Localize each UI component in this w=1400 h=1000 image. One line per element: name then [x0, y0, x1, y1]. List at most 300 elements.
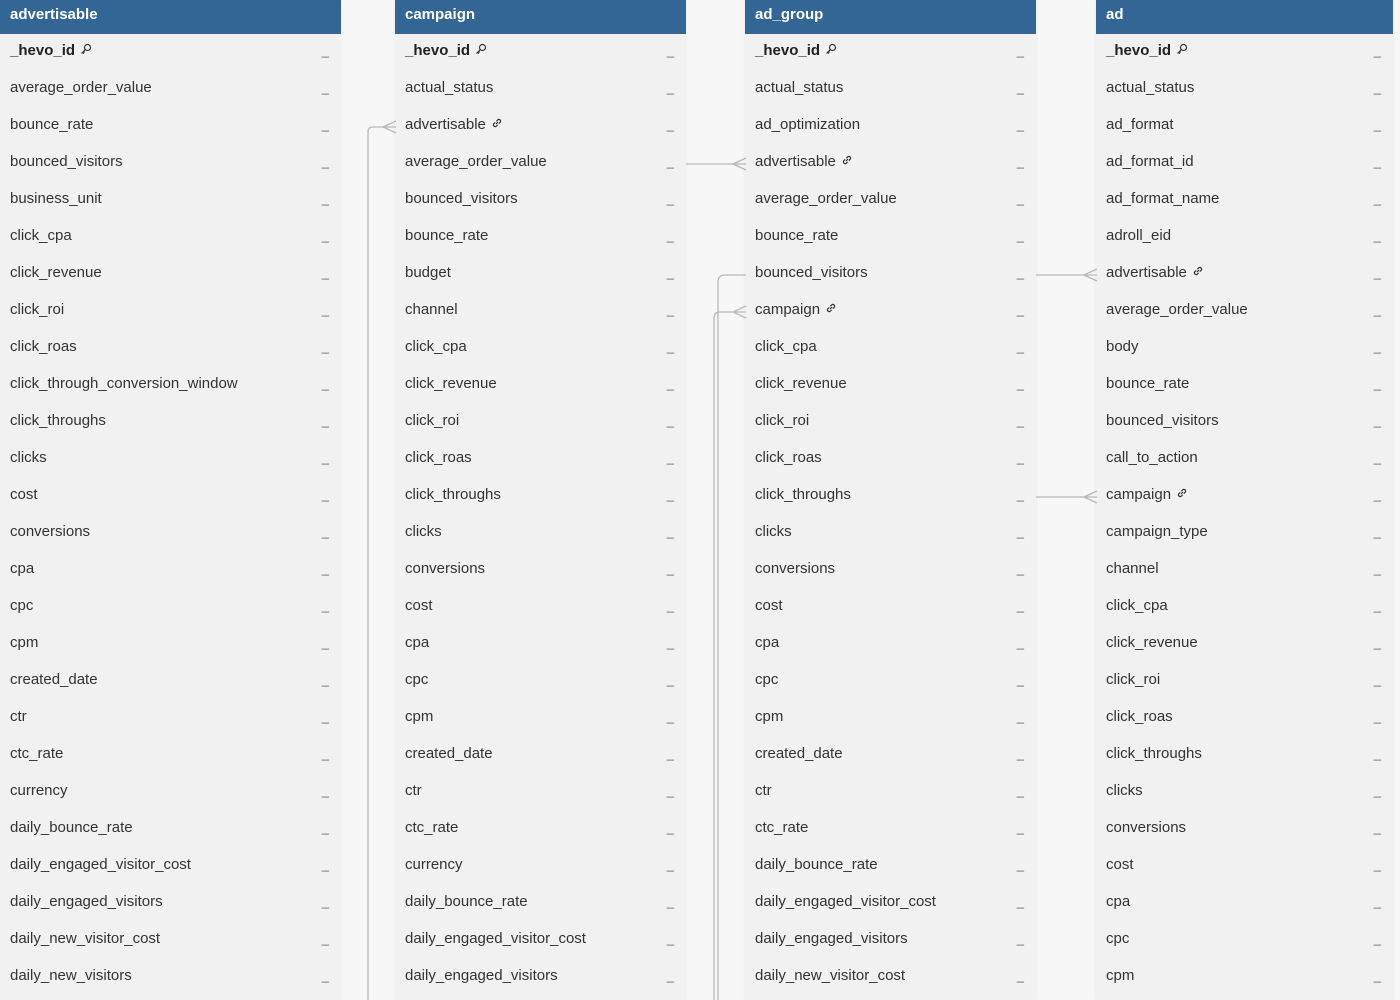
field-type-marker: _: [1373, 746, 1381, 761]
field-type-marker: _: [321, 154, 329, 169]
field-name: daily_engaged_visitors: [10, 893, 163, 910]
link-icon: [1176, 478, 1188, 512]
link-icon: [1192, 256, 1204, 290]
field-type-marker: _: [1016, 43, 1024, 58]
field-name: click_roas: [755, 449, 822, 466]
field-row[interactable]: [0, 848, 341, 885]
field-row[interactable]: [745, 848, 1036, 885]
field-type-marker: _: [1016, 931, 1024, 946]
link-icon: [825, 293, 837, 327]
field-name: ctc_rate: [405, 819, 459, 836]
field-row[interactable]: [0, 589, 341, 626]
field-row[interactable]: [745, 626, 1036, 663]
table-ad[interactable]: [1096, 0, 1393, 1000]
field-row[interactable]: [1096, 441, 1393, 478]
field-row[interactable]: [0, 515, 341, 552]
field-type-marker: _: [321, 339, 329, 354]
field-name: clicks: [405, 523, 442, 540]
field-row[interactable]: [395, 404, 686, 441]
key-icon: [825, 34, 837, 68]
field-row[interactable]: [745, 478, 1036, 515]
field-name: actual_status: [1106, 79, 1195, 96]
field-row[interactable]: [745, 182, 1036, 219]
field-row[interactable]: [0, 108, 341, 145]
field-name: daily_new_visitor_cost: [10, 930, 161, 947]
table-header[interactable]: ad_group: [745, 0, 1036, 34]
field-name: click_throughs: [755, 486, 851, 503]
field-row[interactable]: [0, 71, 341, 108]
field-row[interactable]: [395, 71, 686, 108]
field-name: conversions: [1106, 819, 1187, 836]
field-type-marker: _: [321, 376, 329, 391]
field-name: click_throughs: [1106, 745, 1202, 762]
field-name: bounce_rate: [755, 227, 839, 244]
field-type-marker: _: [1373, 524, 1381, 539]
field-type-marker: _: [321, 43, 329, 58]
field-row[interactable]: [0, 626, 341, 663]
field-row[interactable]: [0, 145, 341, 182]
field-name: bounce_rate: [10, 116, 94, 133]
field-list: [395, 34, 686, 996]
field-name: click_cpa: [10, 227, 72, 244]
field-row[interactable]: [745, 700, 1036, 737]
field-name: _hevo_id: [1106, 42, 1172, 59]
field-type-marker: _: [1016, 561, 1024, 576]
field-name: click_through_conversion_window: [10, 375, 238, 392]
field-type-marker: _: [1016, 80, 1024, 95]
field-type-marker: _: [1016, 376, 1024, 391]
table-header[interactable]: advertisable: [0, 0, 341, 34]
field-type-marker: _: [321, 80, 329, 95]
field-row[interactable]: [745, 34, 1036, 71]
field-row[interactable]: [745, 219, 1036, 256]
field-row[interactable]: [1096, 145, 1393, 182]
field-row[interactable]: [745, 811, 1036, 848]
field-row[interactable]: [0, 737, 341, 774]
relation-campaign-to-ad-group[interactable]: [714, 312, 746, 1000]
field-type-marker: _: [321, 931, 329, 946]
field-type-marker: _: [666, 561, 674, 576]
table-advertisable[interactable]: [0, 0, 341, 1000]
field-type-marker: _: [666, 80, 674, 95]
table-header[interactable]: campaign: [395, 0, 686, 34]
field-type-marker: _: [1373, 228, 1381, 243]
field-row[interactable]: [395, 441, 686, 478]
field-row[interactable]: [1096, 330, 1393, 367]
field-row[interactable]: [395, 293, 686, 330]
field-type-marker: _: [666, 635, 674, 650]
field-type-marker: _: [1373, 302, 1381, 317]
field-row[interactable]: [0, 34, 341, 71]
field-type-marker: _: [1373, 117, 1381, 132]
field-row[interactable]: [0, 219, 341, 256]
field-row[interactable]: [0, 959, 341, 996]
field-name: ctr: [405, 782, 422, 799]
field-name: click_revenue: [1106, 634, 1198, 651]
table-campaign[interactable]: [395, 0, 686, 1000]
field-type-marker: _: [1373, 931, 1381, 946]
field-type-marker: _: [1373, 450, 1381, 465]
field-row[interactable]: [395, 848, 686, 885]
field-type-marker: _: [666, 857, 674, 872]
field-type-marker: _: [321, 413, 329, 428]
field-type-marker: _: [1373, 820, 1381, 835]
field-name: _hevo_id: [10, 42, 76, 59]
field-name: _hevo_id: [755, 42, 821, 59]
field-name: cpc: [755, 671, 779, 688]
field-row[interactable]: [745, 330, 1036, 367]
field-type-marker: _: [1373, 154, 1381, 169]
field-row[interactable]: [745, 293, 1036, 330]
field-row[interactable]: [1096, 885, 1393, 922]
field-row[interactable]: [395, 145, 686, 182]
field-row[interactable]: [0, 330, 341, 367]
field-type-marker: _: [321, 117, 329, 132]
field-row[interactable]: [395, 34, 686, 71]
field-row[interactable]: [1096, 626, 1393, 663]
field-name: cpc: [10, 597, 34, 614]
field-name: advertisable: [1106, 264, 1187, 281]
field-row[interactable]: [395, 108, 686, 145]
field-name: bounce_rate: [1106, 375, 1190, 392]
field-name: click_cpa: [755, 338, 817, 355]
field-name: average_order_value: [1106, 301, 1248, 318]
field-type-marker: _: [321, 191, 329, 206]
field-name: click_roi: [1106, 671, 1161, 688]
field-name: call_to_action: [1106, 449, 1198, 466]
field-row[interactable]: [0, 182, 341, 219]
field-row[interactable]: [395, 552, 686, 589]
field-type-marker: _: [321, 524, 329, 539]
field-row[interactable]: [1096, 367, 1393, 404]
field-row[interactable]: [395, 663, 686, 700]
field-name: daily_engaged_visitors: [405, 967, 558, 984]
field-row[interactable]: [1096, 700, 1393, 737]
field-name: average_order_value: [755, 190, 897, 207]
field-name: ctc_rate: [10, 745, 64, 762]
field-type-marker: _: [1016, 302, 1024, 317]
field-type-marker: _: [1373, 80, 1381, 95]
field-name: daily_bounce_rate: [755, 856, 878, 873]
field-row[interactable]: [0, 700, 341, 737]
field-type-marker: _: [321, 820, 329, 835]
field-type-marker: _: [666, 894, 674, 909]
field-name: cpm: [755, 708, 784, 725]
field-type-marker: _: [666, 154, 674, 169]
field-type-marker: _: [1016, 450, 1024, 465]
field-name: click_throughs: [405, 486, 501, 503]
field-name: cpa: [755, 634, 780, 651]
field-type-marker: _: [666, 376, 674, 391]
field-row[interactable]: [1096, 959, 1393, 996]
field-row[interactable]: [0, 885, 341, 922]
field-row[interactable]: [0, 922, 341, 959]
field-type-marker: _: [1373, 487, 1381, 502]
field-name: click_cpa: [1106, 597, 1168, 614]
field-type-marker: _: [1016, 968, 1024, 983]
field-name: cpm: [10, 634, 39, 651]
field-name: cpc: [405, 671, 429, 688]
field-row[interactable]: [395, 182, 686, 219]
field-name: ad_format_id: [1106, 153, 1194, 170]
field-type-marker: _: [321, 746, 329, 761]
field-type-marker: _: [321, 635, 329, 650]
field-type-marker: _: [1016, 524, 1024, 539]
field-type-marker: _: [1373, 672, 1381, 687]
field-row[interactable]: [1096, 515, 1393, 552]
field-name: daily_new_visitor_cost: [755, 967, 906, 984]
field-row[interactable]: [395, 737, 686, 774]
field-row[interactable]: [395, 219, 686, 256]
field-name: cpa: [10, 560, 35, 577]
field-row[interactable]: [0, 256, 341, 293]
field-name: clicks: [1106, 782, 1143, 799]
field-name: bounce_rate: [405, 227, 489, 244]
field-name: conversions: [405, 560, 486, 577]
field-type-marker: _: [321, 783, 329, 798]
field-name: actual_status: [405, 79, 494, 96]
field-name: click_revenue: [405, 375, 497, 392]
field-row[interactable]: [395, 589, 686, 626]
field-type-marker: _: [666, 450, 674, 465]
field-name: click_revenue: [755, 375, 847, 392]
field-name: created_date: [405, 745, 493, 762]
field-name: bounced_visitors: [405, 190, 518, 207]
field-type-marker: _: [1016, 487, 1024, 502]
field-row[interactable]: [0, 441, 341, 478]
field-type-marker: _: [1373, 376, 1381, 391]
field-type-marker: _: [1373, 413, 1381, 428]
field-row[interactable]: [1096, 774, 1393, 811]
field-row[interactable]: [395, 700, 686, 737]
field-name: bounced_visitors: [755, 264, 868, 281]
field-row[interactable]: [745, 774, 1036, 811]
field-name: channel: [1106, 560, 1159, 577]
field-row[interactable]: [745, 959, 1036, 996]
field-row[interactable]: [1096, 478, 1393, 515]
field-name: ctr: [10, 708, 27, 725]
field-type-marker: _: [1016, 154, 1024, 169]
field-row[interactable]: [395, 959, 686, 996]
field-name: campaign: [1106, 486, 1172, 503]
field-row[interactable]: [745, 885, 1036, 922]
field-row[interactable]: [745, 589, 1036, 626]
field-row[interactable]: [745, 404, 1036, 441]
field-row[interactable]: [395, 478, 686, 515]
key-icon: [80, 34, 92, 68]
field-name: conversions: [10, 523, 91, 540]
field-name: cost: [1106, 856, 1134, 873]
field-type-marker: _: [321, 302, 329, 317]
field-row[interactable]: [395, 885, 686, 922]
field-row[interactable]: [0, 478, 341, 515]
field-type-marker: _: [321, 228, 329, 243]
field-name: body: [1106, 338, 1139, 355]
field-type-marker: _: [666, 709, 674, 724]
field-row[interactable]: [745, 737, 1036, 774]
field-name: cost: [405, 597, 433, 614]
field-name: ad_format_name: [1106, 190, 1220, 207]
field-name: click_roi: [755, 412, 810, 429]
field-name: cpm: [1106, 967, 1135, 984]
field-row[interactable]: [1096, 182, 1393, 219]
field-row[interactable]: [0, 663, 341, 700]
field-type-marker: _: [1016, 820, 1024, 835]
field-row[interactable]: [395, 330, 686, 367]
field-type-marker: _: [666, 191, 674, 206]
field-type-marker: _: [1016, 635, 1024, 650]
field-name: ad_optimization: [755, 116, 861, 133]
field-type-marker: _: [321, 487, 329, 502]
field-row[interactable]: [1096, 219, 1393, 256]
field-row[interactable]: [1096, 589, 1393, 626]
field-type-marker: _: [666, 117, 674, 132]
field-name: daily_engaged_visitors: [755, 930, 908, 947]
field-type-marker: _: [321, 857, 329, 872]
field-type-marker: _: [1373, 709, 1381, 724]
field-name: click_revenue: [10, 264, 102, 281]
field-type-marker: _: [1373, 265, 1381, 280]
key-icon: [1176, 34, 1188, 68]
field-type-marker: _: [666, 783, 674, 798]
field-name: conversions: [755, 560, 836, 577]
field-row[interactable]: [745, 515, 1036, 552]
field-type-marker: _: [321, 450, 329, 465]
field-name: daily_engaged_visitor_cost: [10, 856, 191, 873]
field-name: budget: [405, 264, 451, 281]
key-icon: [475, 34, 487, 68]
field-row[interactable]: [1096, 404, 1393, 441]
field-type-marker: _: [1016, 191, 1024, 206]
field-row[interactable]: [395, 256, 686, 293]
field-list: [1096, 34, 1393, 996]
field-row[interactable]: [1096, 811, 1393, 848]
field-row[interactable]: [1096, 71, 1393, 108]
field-name: average_order_value: [405, 153, 547, 170]
field-row[interactable]: [1096, 256, 1393, 293]
field-name: advertisable: [755, 153, 836, 170]
field-type-marker: _: [1016, 672, 1024, 687]
field-type-marker: _: [1016, 228, 1024, 243]
field-type-marker: _: [666, 265, 674, 280]
field-type-marker: _: [1373, 894, 1381, 909]
field-row[interactable]: [0, 774, 341, 811]
field-row[interactable]: [395, 367, 686, 404]
field-type-marker: _: [666, 302, 674, 317]
field-type-marker: _: [1016, 265, 1024, 280]
field-list: [0, 34, 341, 996]
field-type-marker: _: [1373, 968, 1381, 983]
field-type-marker: _: [321, 894, 329, 909]
field-name: click_roi: [10, 301, 65, 318]
field-row[interactable]: [395, 515, 686, 552]
field-row[interactable]: [745, 552, 1036, 589]
field-row[interactable]: [395, 774, 686, 811]
field-row[interactable]: [1096, 552, 1393, 589]
field-type-marker: _: [1016, 598, 1024, 613]
field-type-marker: _: [666, 672, 674, 687]
field-row[interactable]: [745, 663, 1036, 700]
field-type-marker: _: [1373, 857, 1381, 872]
field-type-marker: _: [1373, 598, 1381, 613]
field-row[interactable]: [745, 367, 1036, 404]
field-row[interactable]: [745, 441, 1036, 478]
table-ad-group[interactable]: [745, 0, 1036, 1000]
field-type-marker: _: [1373, 635, 1381, 650]
field-row[interactable]: [0, 367, 341, 404]
field-name: advertisable: [405, 116, 486, 133]
field-row[interactable]: [1096, 293, 1393, 330]
table-header[interactable]: ad: [1096, 0, 1393, 34]
field-name: business_unit: [10, 190, 102, 207]
field-name: cpm: [405, 708, 434, 725]
field-name: campaign_type: [1106, 523, 1208, 540]
field-type-marker: _: [1016, 857, 1024, 872]
field-row[interactable]: [0, 811, 341, 848]
field-type-marker: _: [666, 43, 674, 58]
field-row[interactable]: [395, 626, 686, 663]
field-name: currency: [405, 856, 463, 873]
field-name: actual_status: [755, 79, 844, 96]
field-type-marker: _: [666, 487, 674, 502]
field-row[interactable]: [1096, 108, 1393, 145]
field-type-marker: _: [1373, 783, 1381, 798]
field-row[interactable]: [0, 293, 341, 330]
field-name: click_roas: [10, 338, 77, 355]
field-type-marker: _: [1016, 746, 1024, 761]
field-row[interactable]: [745, 108, 1036, 145]
field-name: click_roas: [1106, 708, 1173, 725]
field-type-marker: _: [321, 598, 329, 613]
field-type-marker: _: [666, 524, 674, 539]
field-name: click_roas: [405, 449, 472, 466]
field-name: daily_engaged_visitor_cost: [755, 893, 936, 910]
field-type-marker: _: [666, 413, 674, 428]
field-type-marker: _: [321, 265, 329, 280]
field-name: cost: [755, 597, 783, 614]
field-type-marker: _: [666, 968, 674, 983]
field-row[interactable]: [1096, 922, 1393, 959]
field-row[interactable]: [745, 922, 1036, 959]
field-name: _hevo_id: [405, 42, 471, 59]
field-row[interactable]: [1096, 737, 1393, 774]
field-name: daily_engaged_visitor_cost: [405, 930, 586, 947]
field-name: click_roi: [405, 412, 460, 429]
field-list: [745, 34, 1036, 996]
field-name: channel: [405, 301, 458, 318]
relation-to-ad-group-bounced-visitors[interactable]: [718, 275, 746, 1000]
field-row[interactable]: [1096, 663, 1393, 700]
field-name: clicks: [10, 449, 47, 466]
field-name: daily_bounce_rate: [10, 819, 133, 836]
field-name: ctc_rate: [755, 819, 809, 836]
relation-advertisable-to-campaign[interactable]: [368, 127, 396, 1000]
field-type-marker: _: [321, 672, 329, 687]
field-type-marker: _: [1016, 413, 1024, 428]
field-row[interactable]: [745, 145, 1036, 182]
field-row[interactable]: [0, 404, 341, 441]
field-row[interactable]: [395, 922, 686, 959]
field-row[interactable]: [1096, 848, 1393, 885]
field-row[interactable]: [0, 552, 341, 589]
field-type-marker: _: [666, 931, 674, 946]
field-row[interactable]: [745, 256, 1036, 293]
field-row[interactable]: [1096, 34, 1393, 71]
field-name: click_cpa: [405, 338, 467, 355]
field-name: bounced_visitors: [10, 153, 123, 170]
field-row[interactable]: [745, 71, 1036, 108]
field-row[interactable]: [395, 811, 686, 848]
